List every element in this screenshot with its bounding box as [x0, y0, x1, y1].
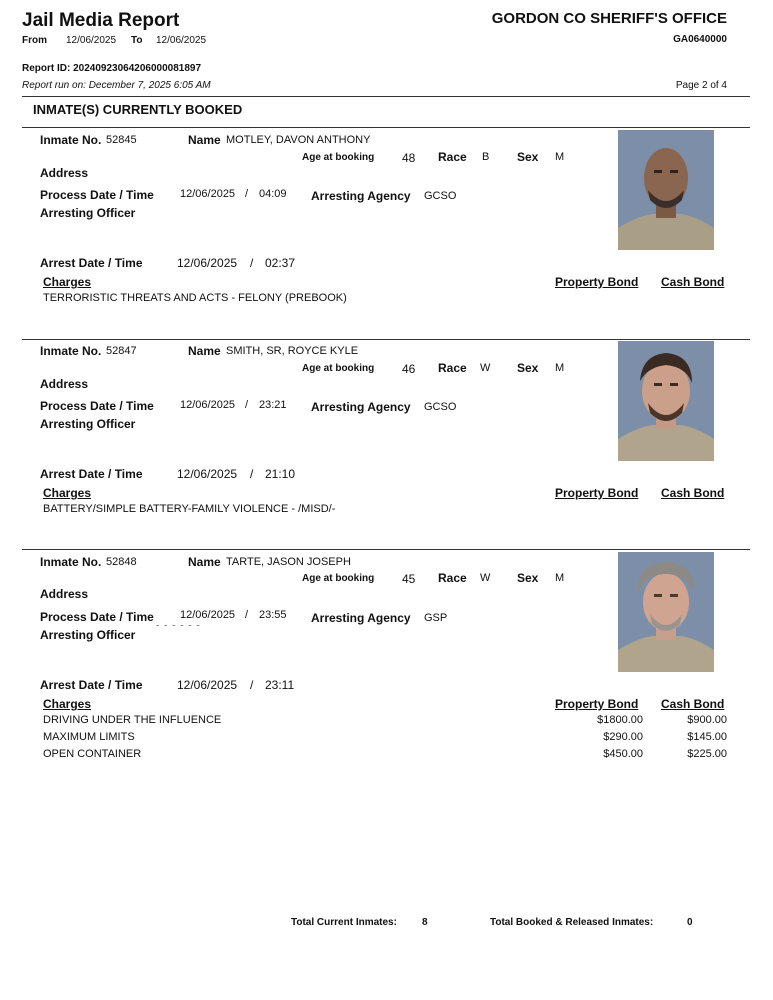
- race-label: Race: [438, 571, 467, 585]
- property-bond-label: Property Bond: [555, 275, 639, 289]
- property-bond-value: $290.00: [603, 731, 643, 743]
- report-run: Report run on: December 7, 2025 6:05 AM: [22, 80, 211, 91]
- arrest-slash: /: [250, 256, 254, 270]
- charges-label: Charges: [43, 486, 92, 500]
- process-label: Process Date / Time: [40, 399, 154, 413]
- process-time: 23:21: [259, 399, 287, 411]
- inmate-no-label: Inmate No.: [40, 555, 102, 569]
- mugshot-photo: [618, 341, 714, 461]
- agency-value: GCSO: [424, 190, 457, 202]
- arrest-time: 23:11: [265, 678, 295, 692]
- race-label: Race: [438, 150, 467, 164]
- process-label: Process Date / Time: [40, 610, 154, 624]
- agency-value: GSP: [424, 612, 448, 624]
- race-value: W: [480, 572, 491, 584]
- race-value: W: [480, 362, 491, 374]
- report-id: Report ID: 20240923064206000081897: [22, 63, 202, 74]
- charge-text: MAXIMUM LIMITS: [43, 731, 135, 743]
- process-slash: /: [245, 609, 249, 621]
- address-label: Address: [40, 377, 89, 391]
- officer-label: Arresting Officer: [40, 206, 136, 220]
- mugshot-photo: [618, 552, 714, 672]
- cash-bond-label: Cash Bond: [661, 697, 725, 711]
- process-slash: /: [245, 399, 249, 411]
- arrest-slash: /: [250, 467, 254, 481]
- age-value: 45: [402, 572, 416, 586]
- arrest-date: 12/06/2025: [177, 467, 238, 481]
- inmate-no: 52848: [106, 556, 137, 568]
- charge-text: TERRORISTIC THREATS AND ACTS - FELONY (PREBOOK): [43, 292, 347, 304]
- officer-value: ˉ ˉ ˉ ˉ ˉ ˉ: [156, 624, 201, 635]
- record-divider: [22, 339, 750, 340]
- process-time: 04:09: [259, 188, 287, 200]
- total-released-label: Total Booked & Released Inmates:: [490, 917, 654, 928]
- charges-label: Charges: [43, 275, 92, 289]
- arrest-time: 21:10: [265, 467, 296, 481]
- process-time: 23:55: [259, 609, 287, 621]
- property-bond-value: $1800.00: [597, 714, 643, 726]
- inmate-no-label: Inmate No.: [40, 344, 102, 358]
- process-label: Process Date / Time: [40, 188, 154, 202]
- charge-text: DRIVING UNDER THE INFLUENCE: [43, 714, 222, 726]
- age-label: Age at booking: [302, 152, 375, 163]
- inmate-name: TARTE, JASON JOSEPH: [226, 556, 351, 568]
- mugshot-photo: [618, 130, 714, 250]
- inmate-name: SMITH, SR, ROYCE KYLE: [226, 345, 359, 357]
- charge-text: OPEN CONTAINER: [43, 748, 142, 760]
- total-current-value: 8: [422, 917, 428, 928]
- arrest-date: 12/06/2025: [177, 678, 238, 692]
- inmate-no-label: Inmate No.: [40, 133, 102, 147]
- section-title: INMATE(S) CURRENTLY BOOKED: [33, 102, 243, 117]
- name-label: Name: [188, 555, 221, 569]
- arrest-date: 12/06/2025: [177, 256, 238, 270]
- sex-value: M: [555, 362, 565, 374]
- sex-label: Sex: [517, 361, 539, 375]
- charges-label: Charges: [43, 697, 92, 711]
- address-label: Address: [40, 166, 89, 180]
- process-date: 12/06/2025: [180, 188, 236, 200]
- charge-text: BATTERY/SIMPLE BATTERY-FAMILY VIOLENCE - /MISD/-: [43, 503, 336, 515]
- officer-label: Arresting Officer: [40, 628, 136, 642]
- process-date: 12/06/2025: [180, 609, 236, 621]
- agency-value: GCSO: [424, 401, 457, 413]
- name-label: Name: [188, 133, 221, 147]
- agency-label: Arresting Agency: [311, 400, 411, 414]
- cash-bond-label: Cash Bond: [661, 275, 725, 289]
- arrest-label: Arrest Date / Time: [40, 678, 143, 692]
- race-value: B: [482, 151, 490, 163]
- agency-name: GORDON CO SHERIFF'S OFFICE: [491, 10, 727, 27]
- header-divider: [22, 96, 750, 97]
- arrest-label: Arrest Date / Time: [40, 467, 143, 481]
- officer-label: Arresting Officer: [40, 417, 136, 431]
- report-title: Jail Media Report: [22, 10, 180, 31]
- to-date: 12/06/2025: [156, 35, 207, 46]
- cash-bond-value: $900.00: [687, 714, 727, 726]
- record-divider: [22, 549, 750, 550]
- cash-bond-label: Cash Bond: [661, 486, 725, 500]
- sex-value: M: [555, 572, 565, 584]
- sex-value: M: [555, 151, 565, 163]
- from-label: From: [22, 35, 47, 46]
- total-current-label: Total Current Inmates:: [291, 917, 397, 928]
- sex-label: Sex: [517, 571, 539, 585]
- process-date: 12/06/2025: [180, 399, 236, 411]
- to-label: To: [131, 35, 143, 46]
- name-label: Name: [188, 344, 221, 358]
- cash-bond-value: $145.00: [687, 731, 727, 743]
- arrest-slash: /: [250, 678, 254, 692]
- age-value: 46: [402, 362, 416, 376]
- arrest-label: Arrest Date / Time: [40, 256, 143, 270]
- age-value: 48: [402, 151, 416, 165]
- section-divider: [22, 127, 750, 128]
- property-bond-label: Property Bond: [555, 486, 639, 500]
- inmate-no: 52845: [106, 134, 137, 146]
- address-label: Address: [40, 587, 89, 601]
- property-bond-value: $450.00: [603, 748, 643, 760]
- total-released-value: 0: [687, 917, 693, 928]
- race-label: Race: [438, 361, 467, 375]
- property-bond-label: Property Bond: [555, 697, 639, 711]
- page-number: Page 2 of 4: [675, 80, 727, 91]
- inmate-no: 52847: [106, 345, 137, 357]
- process-slash: /: [245, 188, 249, 200]
- age-label: Age at booking: [302, 573, 375, 584]
- from-date: 12/06/2025: [66, 35, 117, 46]
- sex-label: Sex: [517, 150, 539, 164]
- agency-label: Arresting Agency: [311, 189, 411, 203]
- arrest-time: 02:37: [265, 256, 296, 270]
- agency-code: GA0640000: [673, 34, 727, 45]
- agency-label: Arresting Agency: [311, 611, 411, 625]
- age-label: Age at booking: [302, 363, 375, 374]
- cash-bond-value: $225.00: [687, 748, 727, 760]
- inmate-name: MOTLEY, DAVON ANTHONY: [226, 134, 371, 146]
